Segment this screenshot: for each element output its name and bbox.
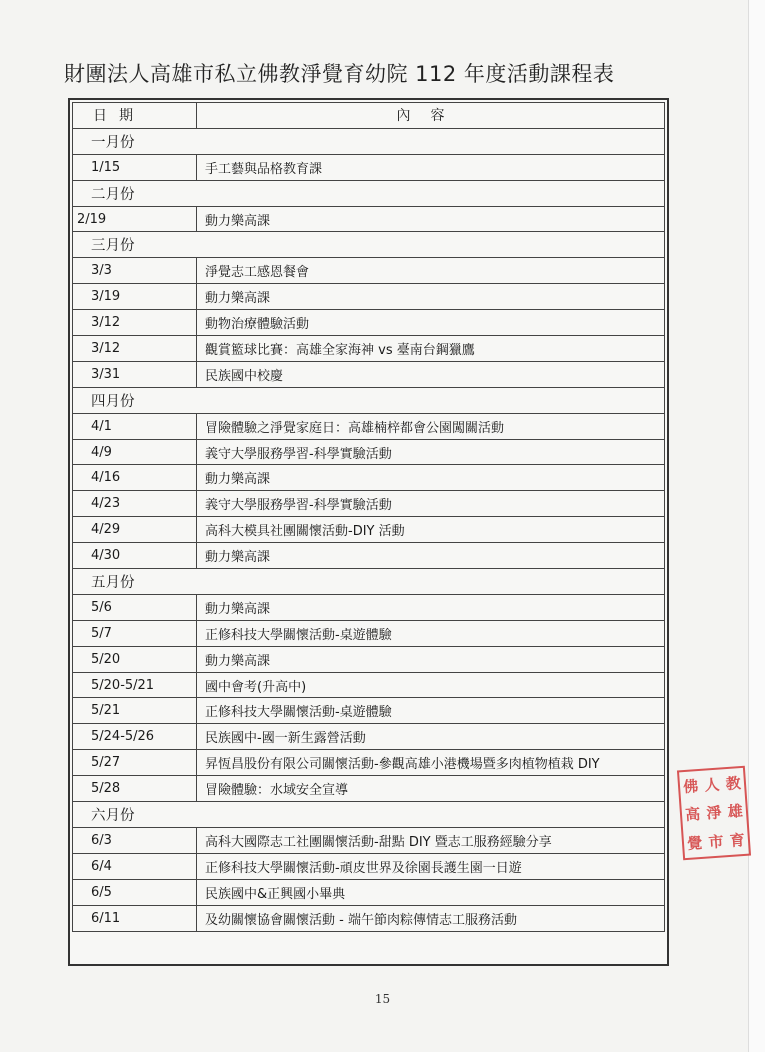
row-content: 動力樂高課 xyxy=(197,594,665,620)
page-number: 15 xyxy=(374,992,391,1006)
row-date: 6/3 xyxy=(73,827,197,853)
table-row xyxy=(73,310,665,336)
seal-character: 育 xyxy=(729,831,746,851)
row-date: 5/27 xyxy=(73,750,197,776)
month-row xyxy=(73,387,665,413)
table-row xyxy=(73,853,665,879)
row-content: 正修科技大學關懷活動-頑皮世界及徐園長護生園一日遊 xyxy=(197,853,665,879)
seal-character: 淨 xyxy=(705,803,723,823)
row-content: 正修科技大學關懷活動-桌遊體驗 xyxy=(197,620,665,646)
row-content: 及幼關懷協會關懷活動 - 端午節肉粽傳情志工服務活動 xyxy=(197,905,665,931)
row-content: 國中會考(升高中) xyxy=(197,672,665,698)
row-content: 手工藝與品格教育課 xyxy=(197,154,665,180)
row-content: 淨覺志工感恩餐會 xyxy=(197,258,665,284)
row-date: 3/12 xyxy=(73,310,197,336)
table-row xyxy=(73,827,665,853)
table-header-row xyxy=(73,103,665,129)
schedule-table xyxy=(72,102,665,932)
table-row xyxy=(73,776,665,802)
row-date: 4/9 xyxy=(73,439,197,465)
row-content: 義守大學服務學習-科學實驗活動 xyxy=(197,439,665,465)
row-date: 2/19 xyxy=(73,206,197,232)
row-date: 5/7 xyxy=(73,620,197,646)
table-row xyxy=(73,672,665,698)
month-row xyxy=(73,128,665,154)
table-row xyxy=(73,724,665,750)
row-date: 3/12 xyxy=(73,336,197,362)
row-date: 3/19 xyxy=(73,284,197,310)
row-date: 1/15 xyxy=(73,154,197,180)
table-row xyxy=(73,905,665,931)
table-row xyxy=(73,258,665,284)
row-content: 動物治療體驗活動 xyxy=(197,310,665,336)
row-date: 5/20 xyxy=(73,646,197,672)
seal-character: 雄 xyxy=(727,802,744,822)
table-row xyxy=(73,517,665,543)
seal-character: 人 xyxy=(703,775,721,795)
month-label: 二月份 xyxy=(73,180,665,206)
month-label: 五月份 xyxy=(73,569,665,595)
row-date: 5/21 xyxy=(73,698,197,724)
row-date: 4/16 xyxy=(73,465,197,491)
row-date: 4/30 xyxy=(73,543,197,569)
row-date: 5/6 xyxy=(73,594,197,620)
month-label: 六月份 xyxy=(73,802,665,828)
row-date: 4/23 xyxy=(73,491,197,517)
table-row xyxy=(73,620,665,646)
row-content: 昇恆昌股份有限公司關懷活動-參觀高雄小港機場暨多肉植物植栽 DIY xyxy=(197,750,665,776)
row-date: 6/11 xyxy=(73,905,197,931)
header-content: 內容 xyxy=(197,103,665,129)
row-date: 3/3 xyxy=(73,258,197,284)
month-row xyxy=(73,569,665,595)
row-content: 動力樂高課 xyxy=(197,543,665,569)
month-row xyxy=(73,180,665,206)
month-row xyxy=(73,232,665,258)
seal-character: 佛 xyxy=(682,776,699,796)
table-row xyxy=(73,284,665,310)
table-row xyxy=(73,594,665,620)
row-content: 民族國中校慶 xyxy=(197,361,665,387)
row-date: 5/20-5/21 xyxy=(73,672,197,698)
seal-character: 市 xyxy=(707,832,725,852)
row-date: 3/31 xyxy=(73,361,197,387)
row-content: 冒險體驗之淨覺家庭日：高雄楠梓都會公園闖關活動 xyxy=(197,413,665,439)
table-row xyxy=(73,206,665,232)
seal-character: 覺 xyxy=(686,834,703,854)
row-content: 動力樂高課 xyxy=(197,646,665,672)
row-date: 4/29 xyxy=(73,517,197,543)
row-content: 動力樂高課 xyxy=(197,206,665,232)
table-row xyxy=(73,879,665,905)
seal-character: 高 xyxy=(684,805,701,825)
row-content: 高科大模具社團關懷活動-DIY 活動 xyxy=(197,517,665,543)
table-row xyxy=(73,439,665,465)
month-row xyxy=(73,802,665,828)
row-content: 民族國中-國一新生露營活動 xyxy=(197,724,665,750)
table-row xyxy=(73,336,665,362)
month-label: 三月份 xyxy=(73,232,665,258)
table-row xyxy=(73,698,665,724)
row-content: 冒險體驗：水域安全宣導 xyxy=(197,776,665,802)
table-row xyxy=(73,413,665,439)
row-content: 高科大國際志工社團關懷活動-甜點 DIY 暨志工服務經驗分享 xyxy=(197,827,665,853)
page-edge xyxy=(748,0,765,1052)
table-row xyxy=(73,646,665,672)
table-row xyxy=(73,750,665,776)
table-row xyxy=(73,491,665,517)
row-date: 6/4 xyxy=(73,853,197,879)
table-row xyxy=(73,465,665,491)
document-title: 財團法人高雄市私立佛教淨覺育幼院 112 年度活動課程表 xyxy=(64,62,615,86)
row-date: 5/28 xyxy=(73,776,197,802)
row-content: 觀賞籃球比賽：高雄全家海神 vs 臺南台鋼獵鷹 xyxy=(197,336,665,362)
row-date: 4/1 xyxy=(73,413,197,439)
month-label: 一月份 xyxy=(73,128,665,154)
row-date: 6/5 xyxy=(73,879,197,905)
row-content: 動力樂高課 xyxy=(197,284,665,310)
row-content: 動力樂高課 xyxy=(197,465,665,491)
seal-character: 教 xyxy=(725,773,742,793)
table-row xyxy=(73,154,665,180)
row-content: 義守大學服務學習-科學實驗活動 xyxy=(197,491,665,517)
official-seal-stamp xyxy=(677,766,751,861)
row-content: 民族國中&正興國小畢典 xyxy=(197,879,665,905)
month-label: 四月份 xyxy=(73,387,665,413)
row-date: 5/24-5/26 xyxy=(73,724,197,750)
row-content: 正修科技大學關懷活動-桌遊體驗 xyxy=(197,698,665,724)
table-row xyxy=(73,361,665,387)
table-row xyxy=(73,543,665,569)
header-date: 日期 xyxy=(73,103,197,129)
